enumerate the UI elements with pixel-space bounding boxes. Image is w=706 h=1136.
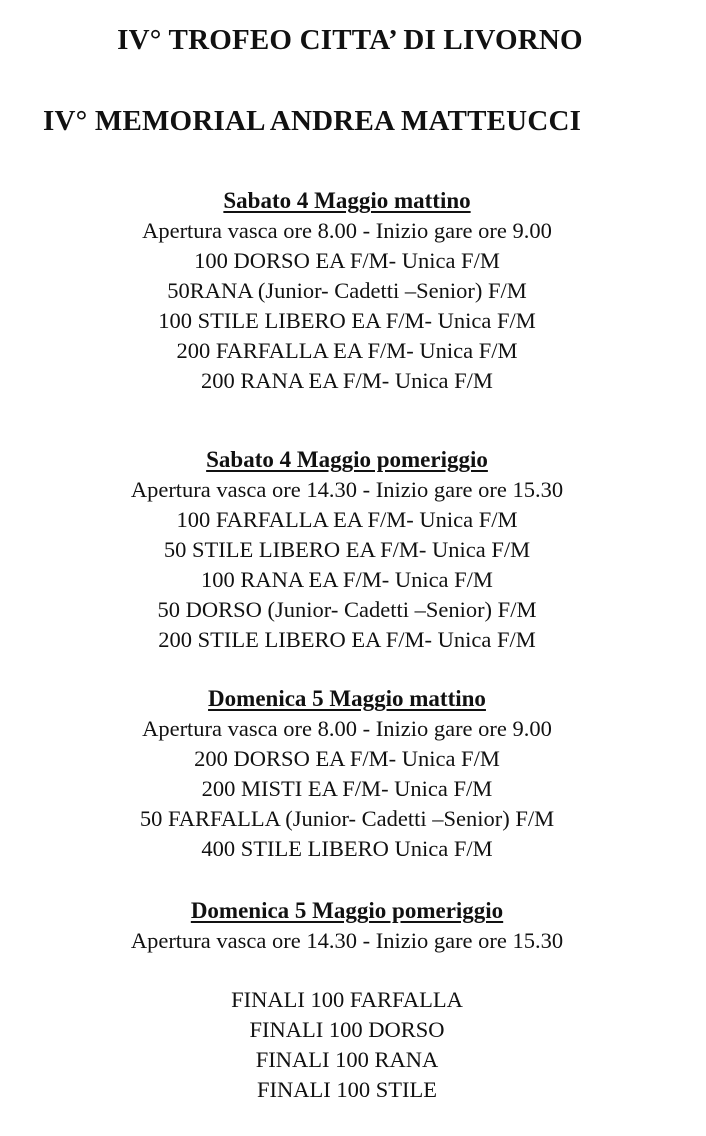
session-line: 100 DORSO EA F/M- Unica F/M — [194, 248, 500, 273]
final-item: FINALI 100 STILE — [257, 1077, 437, 1102]
final-item: FINALI 100 RANA — [255, 1047, 439, 1072]
session-line: 200 STILE LIBERO EA F/M- Unica F/M — [158, 627, 536, 652]
session-saturday-afternoon — [0, 445, 694, 655]
session-line: 50 DORSO (Junior- Cadetti –Senior) F/M — [157, 597, 537, 622]
session-line: 50RANA (Junior- Cadetti –Senior) F/M — [167, 278, 527, 303]
session-line: 200 DORSO EA F/M- Unica F/M — [194, 746, 500, 771]
session-line: Apertura vasca ore 14.30 - Inizio gare ore 15.30 — [130, 928, 564, 953]
session-line: 100 STILE LIBERO EA F/M- Unica F/M — [158, 308, 536, 333]
session-sunday-afternoon — [0, 896, 694, 956]
session-heading: Domenica 5 Maggio pomeriggio — [190, 898, 504, 923]
session-line: Apertura vasca ore 14.30 - Inizio gare ore 15.30 — [130, 477, 564, 502]
session-saturday-morning — [0, 186, 694, 396]
session-line: 200 RANA EA F/M- Unica F/M — [201, 368, 493, 393]
session-sunday-morning — [0, 684, 694, 864]
document-title-line1: IV° TROFEO CITTA’ DI LIVORNO — [117, 24, 583, 56]
document-title-line2: IV° MEMORIAL ANDREA MATTEUCCI — [43, 105, 582, 137]
session-line: 50 FARFALLA (Junior- Cadetti –Senior) F/M — [139, 806, 555, 831]
session-line: 100 FARFALLA EA F/M- Unica F/M — [176, 507, 518, 532]
session-line: 400 STILE LIBERO Unica F/M — [201, 836, 493, 861]
finals-list — [0, 985, 694, 1105]
session-heading: Domenica 5 Maggio mattino — [208, 686, 486, 711]
session-line: 100 RANA EA F/M- Unica F/M — [201, 567, 493, 592]
session-line: 200 MISTI EA F/M- Unica F/M — [201, 776, 493, 801]
session-line: Apertura vasca ore 8.00 - Inizio gare ore 9.00 — [142, 716, 552, 741]
session-line: 200 FARFALLA EA F/M- Unica F/M — [176, 338, 518, 363]
final-item: FINALI 100 DORSO — [249, 1017, 445, 1042]
session-heading: Sabato 4 Maggio pomeriggio — [206, 447, 488, 472]
session-line: Apertura vasca ore 8.00 - Inizio gare ore 9.00 — [142, 218, 552, 243]
final-item: FINALI 100 FARFALLA — [231, 987, 463, 1012]
session-line: 50 STILE LIBERO EA F/M- Unica F/M — [163, 537, 531, 562]
session-heading: Sabato 4 Maggio mattino — [223, 188, 471, 213]
